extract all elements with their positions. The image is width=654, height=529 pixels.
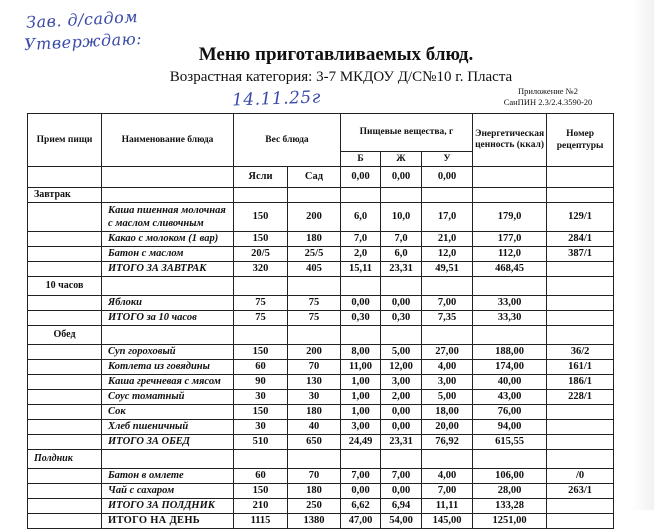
empty-dish-cell bbox=[102, 450, 234, 469]
cell-fat: 6,94 bbox=[381, 499, 422, 514]
header-empty-dish bbox=[102, 167, 234, 188]
cell-carbs: 12,0 bbox=[422, 247, 473, 262]
cell-carbs: 145,00 bbox=[422, 514, 473, 529]
cell-protein: 0,00 bbox=[341, 296, 381, 311]
empty-meal-cell bbox=[28, 420, 102, 435]
cell-carbs: 7,00 bbox=[422, 296, 473, 311]
cell-protein: 1,00 bbox=[341, 405, 381, 420]
cell-fat: 0,00 bbox=[381, 484, 422, 499]
empty-meal-cell bbox=[28, 405, 102, 420]
header-kindergarten: Сад bbox=[288, 167, 341, 188]
empty-cell bbox=[234, 277, 288, 296]
cell-carbs: 27,00 bbox=[422, 345, 473, 360]
empty-meal-cell bbox=[28, 469, 102, 484]
cell-recipe: 263/1 bbox=[547, 484, 614, 499]
handwritten-approved-label: Утверждаю: bbox=[23, 28, 143, 55]
cell-nursery: 150 bbox=[234, 345, 288, 360]
empty-meal-cell bbox=[28, 499, 102, 514]
meal-name: Полдник bbox=[28, 450, 102, 469]
empty-cell bbox=[234, 450, 288, 469]
cell-carbs: 4,00 bbox=[422, 469, 473, 484]
cell-fat: 3,00 bbox=[381, 375, 422, 390]
empty-cell bbox=[288, 277, 341, 296]
dish-name: Суп гороховый bbox=[102, 345, 234, 360]
empty-meal-cell bbox=[28, 262, 102, 277]
meal-total-row bbox=[28, 499, 614, 514]
empty-meal-cell bbox=[28, 435, 102, 450]
header-protein: Б bbox=[341, 151, 381, 166]
header-nursery: Ясли bbox=[234, 167, 288, 188]
header-carbs: У bbox=[422, 151, 473, 166]
cell-carbs: 17,0 bbox=[422, 203, 473, 232]
cell-carbs: 3,00 bbox=[422, 375, 473, 390]
cell-kindergarten: 75 bbox=[288, 296, 341, 311]
cell-carbs: 4,00 bbox=[422, 360, 473, 375]
dish-name: Соус томатный bbox=[102, 390, 234, 405]
empty-cell bbox=[422, 188, 473, 203]
cell-fat: 5,00 bbox=[381, 345, 422, 360]
header-sub-fat: 0,00 bbox=[381, 167, 422, 188]
total-label: ИТОГО ЗА ОБЕД bbox=[102, 435, 234, 450]
dish-row bbox=[28, 360, 614, 375]
dish-row bbox=[28, 232, 614, 247]
sanpin-reference: СанПИН 2.3/2.4.3590-20 bbox=[503, 97, 593, 107]
cell-nursery: 210 bbox=[234, 499, 288, 514]
empty-cell bbox=[381, 188, 422, 203]
cell-nursery: 75 bbox=[234, 311, 288, 326]
day-total-row bbox=[28, 514, 614, 529]
cell-protein: 7,0 bbox=[341, 232, 381, 247]
cell-energy: 177,0 bbox=[473, 232, 547, 247]
cell-kindergarten: 30 bbox=[288, 390, 341, 405]
cell-protein: 7,00 bbox=[341, 469, 381, 484]
dish-name: Яблоки bbox=[102, 296, 234, 311]
appendix-note bbox=[476, 86, 620, 108]
cell-kindergarten: 180 bbox=[288, 484, 341, 499]
header-nutrients: Пищевые вещества, г bbox=[341, 114, 473, 152]
cell-recipe bbox=[547, 499, 614, 514]
cell-fat: 0,30 bbox=[381, 311, 422, 326]
cell-energy: 40,00 bbox=[473, 375, 547, 390]
cell-carbs: 7,35 bbox=[422, 311, 473, 326]
cell-recipe: 387/1 bbox=[547, 247, 614, 262]
cell-protein: 24,49 bbox=[341, 435, 381, 450]
appendix-number: Приложение №2 bbox=[517, 86, 579, 96]
empty-cell bbox=[234, 188, 288, 203]
header-empty-recipe bbox=[547, 167, 614, 188]
cell-energy: 179,0 bbox=[473, 203, 547, 232]
cell-kindergarten: 650 bbox=[288, 435, 341, 450]
cell-fat: 23,31 bbox=[381, 262, 422, 277]
empty-cell bbox=[422, 450, 473, 469]
cell-fat: 10,0 bbox=[381, 203, 422, 232]
empty-meal-cell bbox=[28, 311, 102, 326]
empty-meal-cell bbox=[28, 232, 102, 247]
cell-recipe: 186/1 bbox=[547, 375, 614, 390]
cell-recipe: 228/1 bbox=[547, 390, 614, 405]
cell-protein: 11,00 bbox=[341, 360, 381, 375]
cell-carbs: 21,0 bbox=[422, 232, 473, 247]
header-sub-carbs: 0,00 bbox=[422, 167, 473, 188]
cell-recipe: 36/2 bbox=[547, 345, 614, 360]
cell-kindergarten: 1380 bbox=[288, 514, 341, 529]
header-recipe: Номер рецептуры bbox=[547, 114, 614, 167]
dish-name: Сок bbox=[102, 405, 234, 420]
empty-meal-cell bbox=[28, 345, 102, 360]
empty-cell bbox=[381, 326, 422, 345]
meal-total-row bbox=[28, 262, 614, 277]
empty-cell bbox=[341, 326, 381, 345]
cell-recipe bbox=[547, 514, 614, 529]
cell-fat: 7,0 bbox=[381, 232, 422, 247]
cell-nursery: 320 bbox=[234, 262, 288, 277]
total-label: ИТОГО за 10 часов bbox=[102, 311, 234, 326]
cell-recipe bbox=[547, 311, 614, 326]
cell-energy: 133,28 bbox=[473, 499, 547, 514]
dish-row bbox=[28, 203, 614, 232]
cell-nursery: 150 bbox=[234, 203, 288, 232]
empty-meal-cell bbox=[28, 375, 102, 390]
header-row-1 bbox=[28, 114, 614, 152]
cell-energy: 94,00 bbox=[473, 420, 547, 435]
cell-recipe bbox=[547, 420, 614, 435]
cell-energy: 28,00 bbox=[473, 484, 547, 499]
header-meal: Прием пищи bbox=[28, 114, 102, 167]
cell-nursery: 60 bbox=[234, 469, 288, 484]
empty-dish-cell bbox=[102, 188, 234, 203]
document-subtitle: Возрастная категория: 3-7 МКДОУ Д/С№10 г. Пласта bbox=[169, 69, 513, 85]
meal-name: 10 часов bbox=[28, 277, 102, 296]
header-fat: Ж bbox=[381, 151, 422, 166]
meal-section-row bbox=[28, 277, 614, 296]
dish-row bbox=[28, 469, 614, 484]
empty-cell bbox=[341, 188, 381, 203]
cell-nursery: 60 bbox=[234, 360, 288, 375]
dish-name: Хлеб пшеничный bbox=[102, 420, 234, 435]
empty-meal-cell bbox=[28, 360, 102, 375]
cell-carbs: 20,00 bbox=[422, 420, 473, 435]
cell-protein: 0,00 bbox=[341, 484, 381, 499]
header-dish: Наименование блюда bbox=[102, 114, 234, 167]
cell-nursery: 150 bbox=[234, 232, 288, 247]
cell-protein: 47,00 bbox=[341, 514, 381, 529]
cell-fat: 12,00 bbox=[381, 360, 422, 375]
dish-name: Батон в омлете bbox=[102, 469, 234, 484]
cell-nursery: 75 bbox=[234, 296, 288, 311]
meal-name: Завтрак bbox=[28, 188, 102, 203]
cell-fat: 0,00 bbox=[381, 405, 422, 420]
cell-energy: 1251,00 bbox=[473, 514, 547, 529]
cell-energy: 43,00 bbox=[473, 390, 547, 405]
cell-energy: 188,00 bbox=[473, 345, 547, 360]
empty-meal-cell bbox=[28, 484, 102, 499]
handwritten-date: 14.11.25г bbox=[231, 87, 322, 111]
cell-protein: 0,30 bbox=[341, 311, 381, 326]
cell-recipe: /0 bbox=[547, 469, 614, 484]
empty-cell bbox=[547, 188, 614, 203]
cell-protein: 6,62 bbox=[341, 499, 381, 514]
total-label: ИТОГО НА ДЕНЬ bbox=[102, 514, 234, 529]
empty-cell bbox=[381, 450, 422, 469]
header-empty-energy bbox=[473, 167, 547, 188]
meal-section-row bbox=[28, 450, 614, 469]
empty-meal-cell bbox=[28, 296, 102, 311]
cell-fat: 2,00 bbox=[381, 390, 422, 405]
cell-carbs: 49,51 bbox=[422, 262, 473, 277]
cell-nursery: 30 bbox=[234, 390, 288, 405]
cell-kindergarten: 250 bbox=[288, 499, 341, 514]
header-sub-protein: 0,00 bbox=[341, 167, 381, 188]
empty-cell bbox=[341, 277, 381, 296]
empty-cell bbox=[381, 277, 422, 296]
dish-row bbox=[28, 375, 614, 390]
cell-kindergarten: 180 bbox=[288, 405, 341, 420]
cell-kindergarten: 130 bbox=[288, 375, 341, 390]
dish-row bbox=[28, 247, 614, 262]
dish-row bbox=[28, 405, 614, 420]
cell-carbs: 7,00 bbox=[422, 484, 473, 499]
empty-cell bbox=[422, 277, 473, 296]
empty-cell bbox=[473, 188, 547, 203]
cell-protein: 3,00 bbox=[341, 420, 381, 435]
empty-dish-cell bbox=[102, 277, 234, 296]
cell-nursery: 510 bbox=[234, 435, 288, 450]
cell-nursery: 150 bbox=[234, 405, 288, 420]
meal-total-row bbox=[28, 311, 614, 326]
cell-recipe: 284/1 bbox=[547, 232, 614, 247]
document-title: Меню приготавливаемых блюд. bbox=[198, 44, 474, 65]
cell-energy: 112,0 bbox=[473, 247, 547, 262]
meal-section-row bbox=[28, 188, 614, 203]
cell-kindergarten: 70 bbox=[288, 469, 341, 484]
cell-kindergarten: 75 bbox=[288, 311, 341, 326]
cell-protein: 15,11 bbox=[341, 262, 381, 277]
meal-section-row bbox=[28, 326, 614, 345]
cell-protein: 1,00 bbox=[341, 390, 381, 405]
empty-meal-cell bbox=[28, 247, 102, 262]
cell-recipe bbox=[547, 296, 614, 311]
cell-energy: 33,00 bbox=[473, 296, 547, 311]
cell-protein: 2,0 bbox=[341, 247, 381, 262]
cell-carbs: 76,92 bbox=[422, 435, 473, 450]
cell-recipe: 161/1 bbox=[547, 360, 614, 375]
cell-nursery: 1115 bbox=[234, 514, 288, 529]
cell-kindergarten: 180 bbox=[288, 232, 341, 247]
dish-name: Чай с сахаром bbox=[102, 484, 234, 499]
header-empty-meal bbox=[28, 167, 102, 188]
meal-total-row bbox=[28, 435, 614, 450]
dish-name: Котлета из говядины bbox=[102, 360, 234, 375]
empty-cell bbox=[341, 450, 381, 469]
header-weight: Вес блюда bbox=[234, 114, 341, 167]
cell-fat: 54,00 bbox=[381, 514, 422, 529]
cell-energy: 615,55 bbox=[473, 435, 547, 450]
cell-kindergarten: 405 bbox=[288, 262, 341, 277]
dish-name: Каша гречневая с мясом bbox=[102, 375, 234, 390]
handwritten-approver-title: Зав. д/садом bbox=[25, 7, 139, 32]
cell-carbs: 18,00 bbox=[422, 405, 473, 420]
cell-kindergarten: 200 bbox=[288, 203, 341, 232]
header-energy: Энергетическая ценность (ккал) bbox=[473, 114, 547, 167]
cell-protein: 8,00 bbox=[341, 345, 381, 360]
empty-cell bbox=[473, 326, 547, 345]
empty-cell bbox=[422, 326, 473, 345]
cell-nursery: 150 bbox=[234, 484, 288, 499]
empty-cell bbox=[288, 326, 341, 345]
cell-recipe bbox=[547, 435, 614, 450]
cell-kindergarten: 25/5 bbox=[288, 247, 341, 262]
cell-nursery: 90 bbox=[234, 375, 288, 390]
empty-cell bbox=[234, 326, 288, 345]
dish-name: Каша пшенная молочная с маслом сливочным bbox=[102, 203, 234, 232]
cell-kindergarten: 70 bbox=[288, 360, 341, 375]
cell-kindergarten: 200 bbox=[288, 345, 341, 360]
cell-energy: 468,45 bbox=[473, 262, 547, 277]
empty-meal-cell bbox=[28, 203, 102, 232]
cell-nursery: 30 bbox=[234, 420, 288, 435]
cell-fat: 7,00 bbox=[381, 469, 422, 484]
cell-protein: 6,0 bbox=[341, 203, 381, 232]
cell-fat: 0,00 bbox=[381, 296, 422, 311]
cell-energy: 33,30 bbox=[473, 311, 547, 326]
total-label: ИТОГО ЗА ЗАВТРАК bbox=[102, 262, 234, 277]
cell-kindergarten: 40 bbox=[288, 420, 341, 435]
header-row-3 bbox=[28, 167, 614, 188]
empty-cell bbox=[547, 326, 614, 345]
cell-recipe bbox=[547, 262, 614, 277]
empty-cell bbox=[547, 450, 614, 469]
cell-fat: 6,0 bbox=[381, 247, 422, 262]
empty-meal-cell bbox=[28, 390, 102, 405]
empty-cell bbox=[288, 188, 341, 203]
cell-energy: 174,00 bbox=[473, 360, 547, 375]
dish-row bbox=[28, 345, 614, 360]
cell-protein: 1,00 bbox=[341, 375, 381, 390]
cell-fat: 0,00 bbox=[381, 420, 422, 435]
dish-row bbox=[28, 420, 614, 435]
cell-nursery: 20/5 bbox=[234, 247, 288, 262]
total-label: ИТОГО ЗА ПОЛДНИК bbox=[102, 499, 234, 514]
empty-meal-cell bbox=[28, 514, 102, 529]
cell-carbs: 5,00 bbox=[422, 390, 473, 405]
empty-cell bbox=[547, 277, 614, 296]
dish-name: Батон с маслом bbox=[102, 247, 234, 262]
cell-carbs: 11,11 bbox=[422, 499, 473, 514]
empty-dish-cell bbox=[102, 326, 234, 345]
menu-table bbox=[27, 113, 614, 529]
dish-row bbox=[28, 484, 614, 499]
empty-cell bbox=[473, 450, 547, 469]
empty-cell bbox=[288, 450, 341, 469]
cell-fat: 23,31 bbox=[381, 435, 422, 450]
meal-name: Обед bbox=[28, 326, 102, 345]
cell-recipe bbox=[547, 405, 614, 420]
dish-row bbox=[28, 296, 614, 311]
dish-row bbox=[28, 390, 614, 405]
empty-cell bbox=[473, 277, 547, 296]
dish-name: Какао с молоком (1 вар) bbox=[102, 232, 234, 247]
cell-energy: 106,00 bbox=[473, 469, 547, 484]
cell-energy: 76,00 bbox=[473, 405, 547, 420]
cell-recipe: 129/1 bbox=[547, 203, 614, 232]
